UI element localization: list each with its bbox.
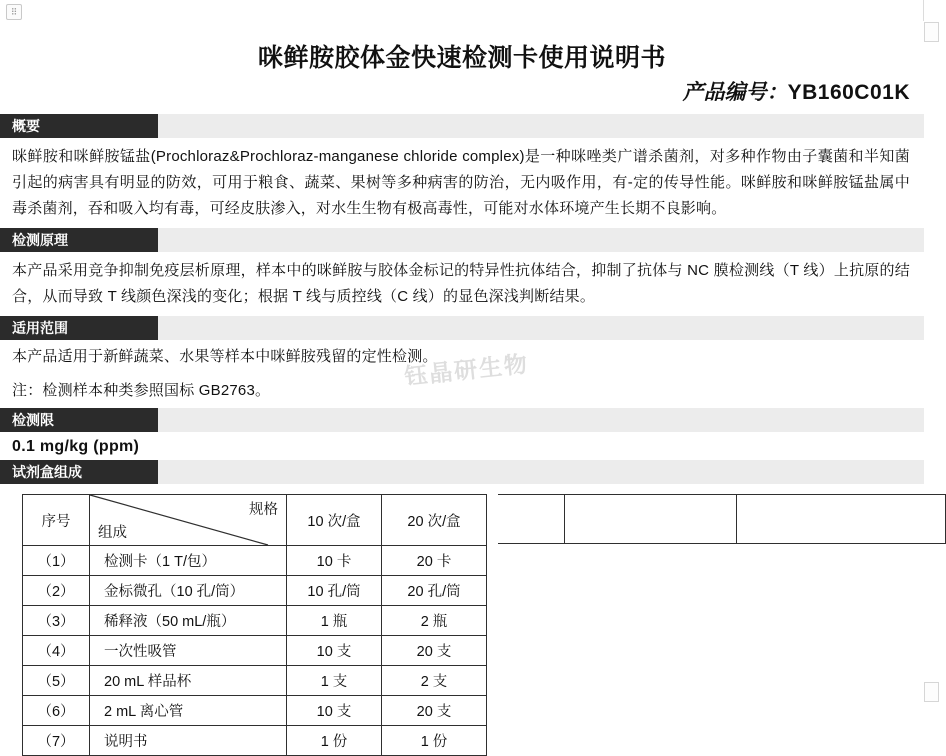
product-code-value: YB160C01K [787, 81, 910, 104]
table-row [23, 666, 487, 696]
cell-pack10: 10 支 [287, 696, 382, 726]
topbar-right-tab[interactable] [923, 0, 940, 21]
cell-pack20: 1 份 [382, 726, 487, 756]
header-cell-pack10: 10 次/盒 [287, 495, 382, 546]
product-code-label: 产品编号： [682, 81, 788, 104]
kit-table-header-extension [498, 494, 946, 544]
cell-pack20: 2 支 [382, 666, 487, 696]
cell-pack20: 20 卡 [382, 546, 487, 576]
section-header-summary [0, 114, 924, 138]
grip-icon[interactable]: ⠿ [6, 4, 22, 20]
section-title-limit: 检测限 [0, 408, 158, 432]
rail-button-top[interactable] [924, 22, 939, 42]
cell-component: 2 mL 离心管 [90, 696, 287, 726]
section-title-scope: 适用范围 [0, 316, 158, 340]
header-cell-pack20: 20 次/盒 [382, 495, 487, 546]
cell-pack20: 2 瓶 [382, 606, 487, 636]
cell-component: 一次性吸管 [90, 636, 287, 666]
rail-button-bottom[interactable] [924, 682, 939, 702]
cell-no: （5） [23, 666, 90, 696]
product-code [0, 76, 924, 106]
cell-pack20: 20 支 [382, 696, 487, 726]
section-title-principle: 检测原理 [0, 228, 158, 252]
header-cell-no: 序号 [23, 495, 90, 546]
cell-component: 检测卡（1 T/包） [90, 546, 287, 576]
cell-pack10: 10 支 [287, 636, 382, 666]
cell-no: （3） [23, 606, 90, 636]
cell-pack10: 10 卡 [287, 546, 382, 576]
detection-limit-value: 0.1 mg/kg (ppm) [12, 438, 140, 455]
watermark: 钰晶研生物 [403, 350, 531, 390]
header-cell-spec-component [90, 495, 287, 546]
cell-pack10: 1 份 [287, 726, 382, 756]
cell-pack10: 1 支 [287, 666, 382, 696]
cell-no: （6） [23, 696, 90, 726]
document-sheet [0, 22, 924, 750]
kit-table-wrap [0, 484, 924, 756]
table-row [23, 636, 487, 666]
window-topbar [0, 0, 940, 23]
header-cell-component: 组成 [98, 525, 127, 541]
cell-no: （1） [23, 546, 90, 576]
section-header-limit [0, 408, 924, 432]
section-title-summary: 概要 [0, 114, 158, 138]
right-rail [923, 22, 940, 730]
section-body-principle: 本产品采用竞争抑制免疫层析原理，样本中的咪鲜胺与胶体金标记的特异性抗体结合，抑制了抗体与 NC 膜检测线（T 线）上抗原的结合，从而导致 T 线颜色深浅的变化；根据 T 线与质控线（C 线）的显色深浅判断结果。 [12, 262, 910, 305]
cell-no: （7） [23, 726, 90, 756]
section-body-scope-2: 注：检测样本种类参照国标 GB2763。 [12, 382, 271, 399]
cell-component: 20 mL 样品杯 [90, 666, 287, 696]
section-header-scope [0, 316, 924, 340]
cell-component: 金标微孔（10 孔/筒） [90, 576, 287, 606]
section-body-scope-1: 本产品适用于新鲜蔬菜、水果等样本中咪鲜胺残留的定性检测。 [12, 348, 438, 365]
section-title-kit: 试剂盒组成 [0, 460, 158, 484]
table-row [23, 726, 487, 756]
header-cell-spec: 规格 [249, 502, 278, 518]
section-header-kit [0, 460, 924, 484]
section-body-summary: 咪鲜胺和咪鲜胺锰盐(Prochloraz&Prochloraz-manganese chloride complex)是一种咪唑类广谱杀菌剂，对多种作物由子囊菌和半知菌引起的病害具有明显的防效，可用于粮食、蔬菜、果树等多种病害的防治，无内吸作用，有-定的传导性能。咪鲜胺和咪鲜胺锰盐属中毒杀菌剂，吞和吸入均有毒，可经皮肤渗入，对水生生物有极高毒性，可能对水体环境产生长期不良影响。 [12, 148, 910, 217]
table-row [23, 606, 487, 636]
section-header-principle [0, 228, 924, 252]
page-title: 咪鲜胺胶体金快速检测卡使用说明书 [257, 44, 666, 72]
cell-no: （4） [23, 636, 90, 666]
cell-component: 稀释液（50 mL/瓶） [90, 606, 287, 636]
table-row [23, 576, 487, 606]
cell-pack10: 10 孔/筒 [287, 576, 382, 606]
table-row [23, 546, 487, 576]
cell-pack20: 20 孔/筒 [382, 576, 487, 606]
cell-component: 说明书 [90, 726, 287, 756]
cell-no: （2） [23, 576, 90, 606]
table-row [23, 696, 487, 726]
cell-pack20: 20 支 [382, 636, 487, 666]
kit-table [22, 494, 487, 756]
cell-pack10: 1 瓶 [287, 606, 382, 636]
table-header-row [23, 495, 487, 546]
